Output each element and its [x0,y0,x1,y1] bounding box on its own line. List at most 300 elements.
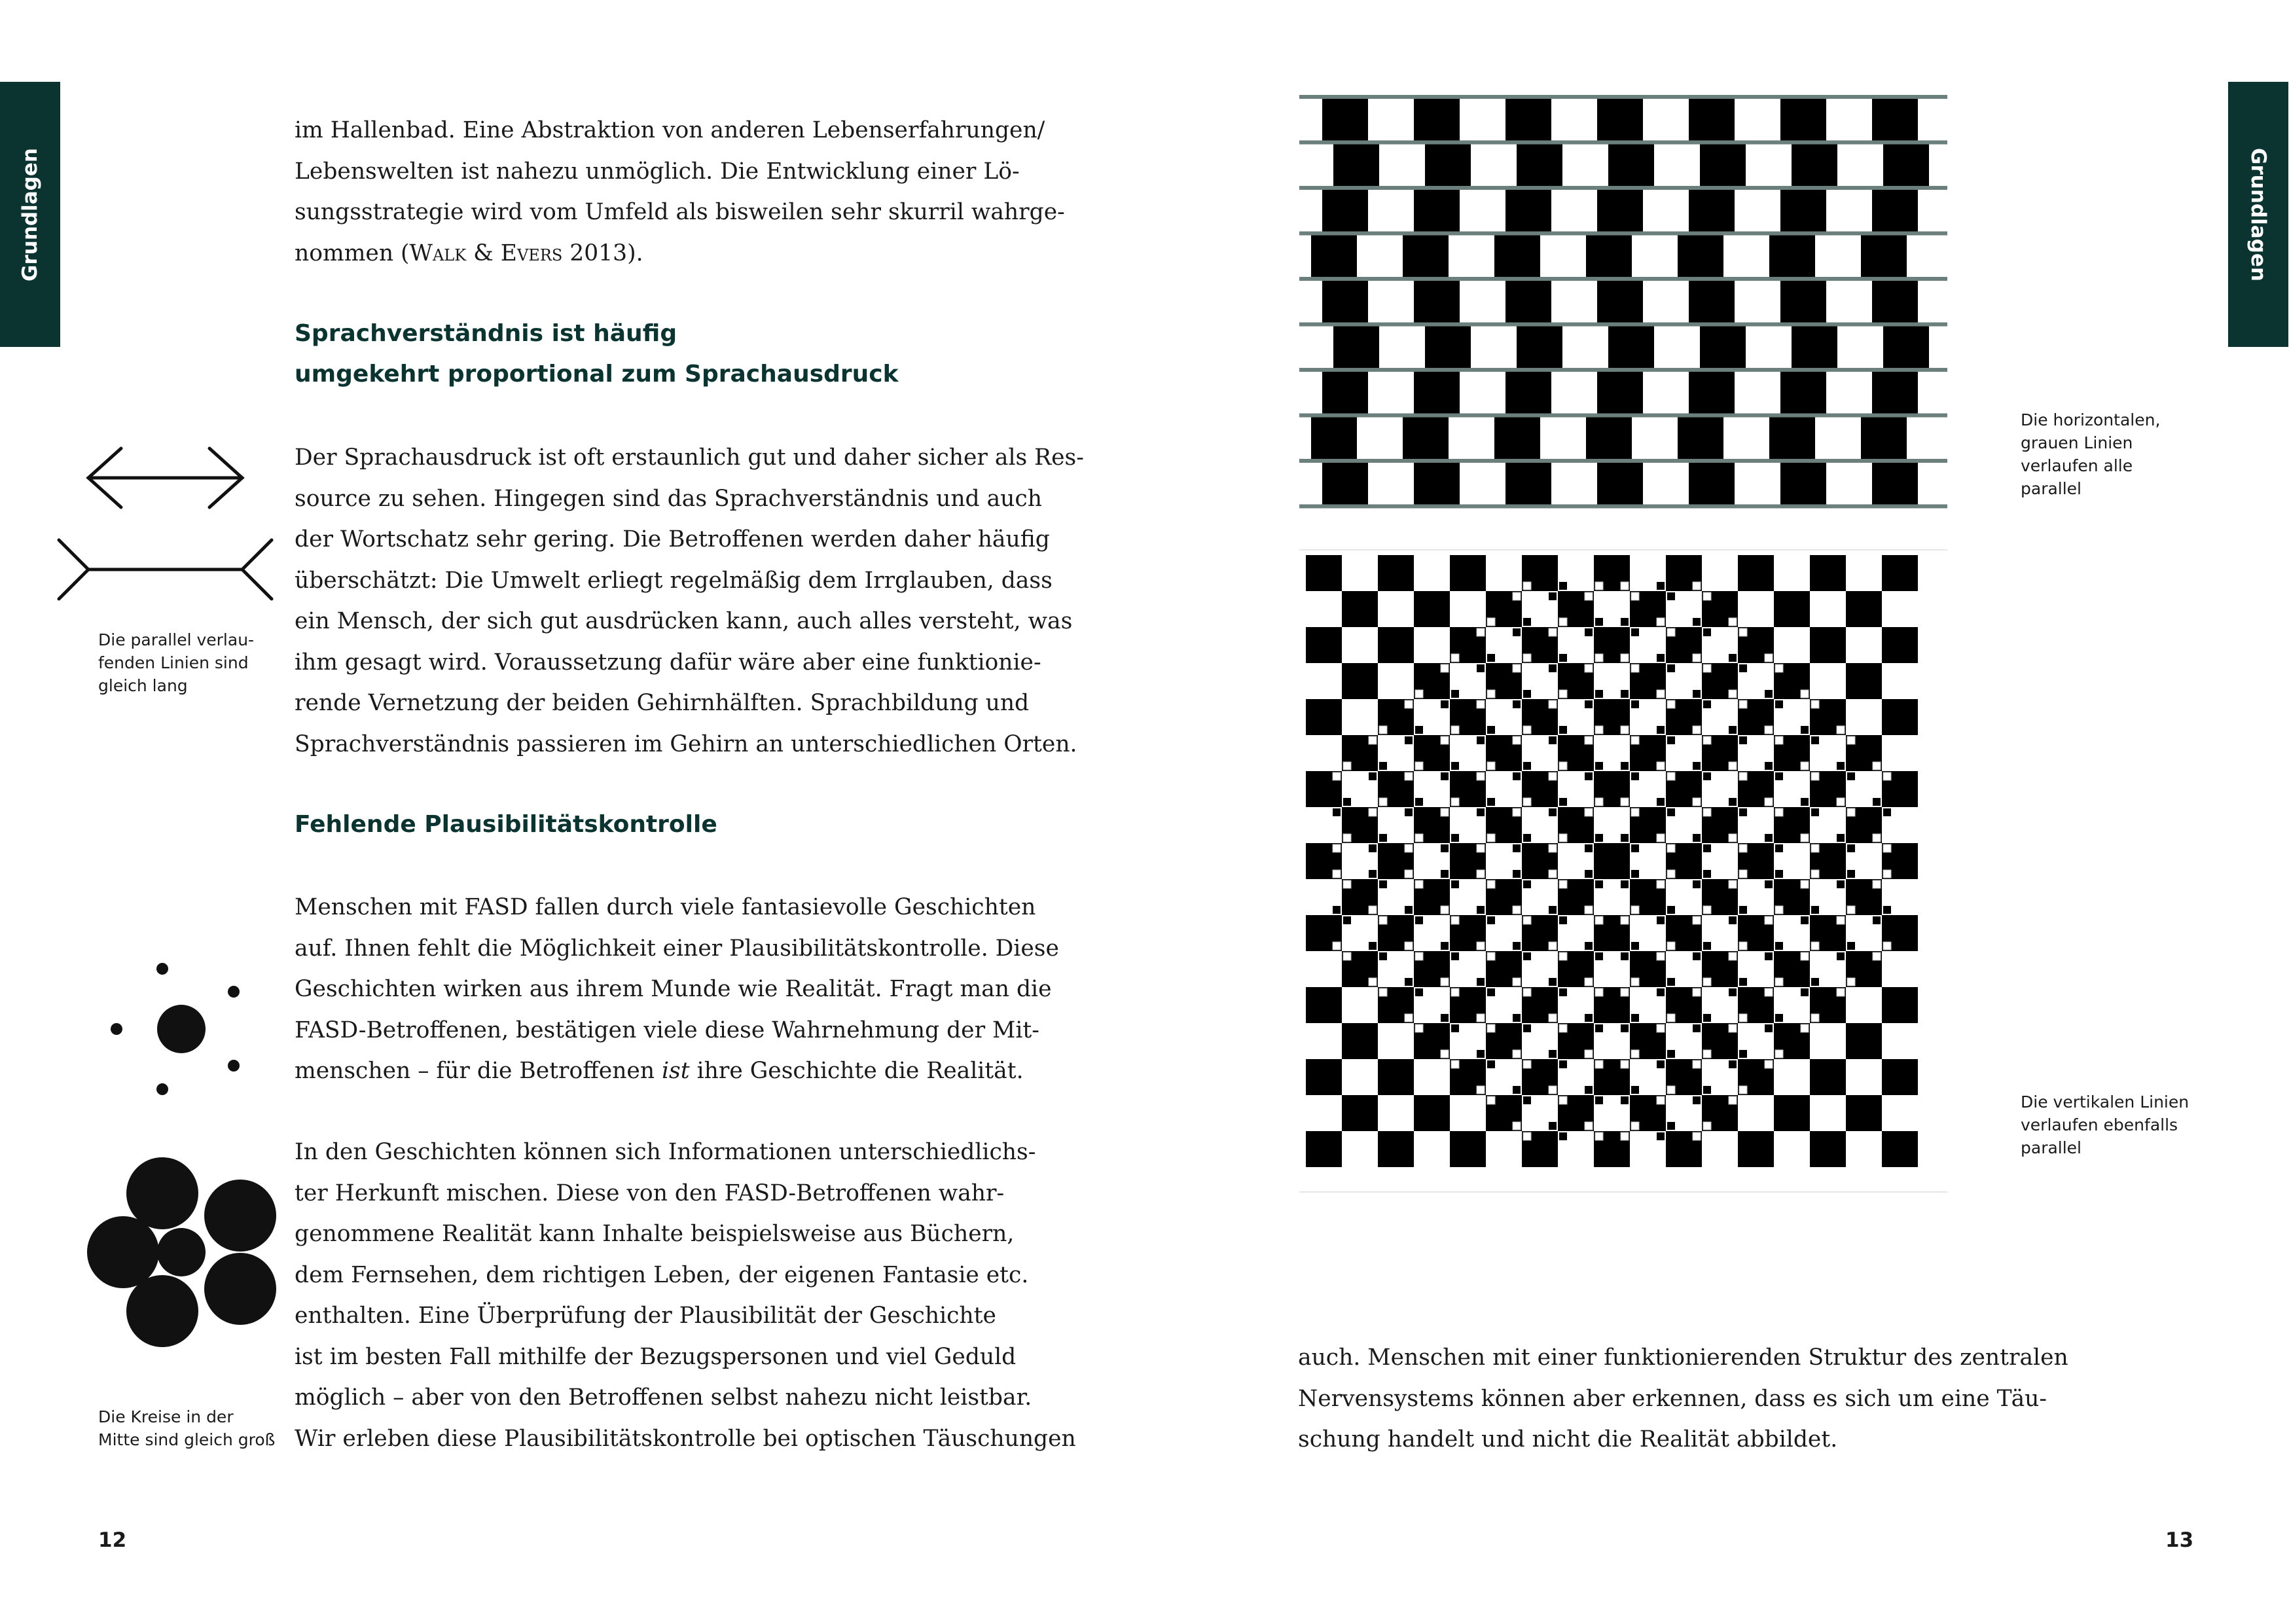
cafe-wall-tile [1597,188,1643,234]
cafe-wall-tile [1322,188,1368,234]
intro-paragraph [295,110,1065,274]
small-square [1513,870,1521,878]
cafe-wall-tile [1689,370,1735,416]
small-square [1595,1024,1603,1032]
small-square [1703,1086,1711,1094]
cafe-wall-tile [1505,279,1551,325]
checker-square [1774,591,1810,627]
small-square [1487,654,1495,662]
small-square [1703,978,1711,986]
small-square [1585,1050,1593,1058]
small-square [1811,808,1819,816]
small-square [1343,834,1351,842]
mortar-line [1299,141,1947,145]
cafe-wall-tile [1414,188,1460,234]
text-line: ist im besten Fall mithilfe der Bezugspersonen und viel Geduld [295,1343,1017,1370]
small-square [1585,736,1593,744]
small-square [1765,798,1773,806]
small-square [1415,690,1423,698]
small-square [1883,808,1891,816]
ebbinghaus-small-surround [105,956,249,1100]
small-square [1441,978,1449,986]
small-square [1811,700,1819,708]
small-square [1621,1060,1629,1068]
small-square [1693,1024,1701,1032]
small-square [1379,916,1387,924]
small-square [1549,736,1557,744]
text-line: ihm gesagt wird. Voraussetzung dafür wäre aber eine funktionie- [295,649,1041,676]
small-square [1513,1050,1521,1058]
small-square [1559,1024,1567,1032]
small-square [1415,726,1423,734]
small-square [1873,834,1881,842]
small-square [1477,1014,1485,1022]
caption-line: parallel [2021,479,2082,498]
caption-line: Die horizontalen, [2021,410,2161,429]
text-line: auch. Menschen mit einer funktionierenden Struktur des zentralen [1298,1344,2068,1371]
small-square [1631,1050,1639,1058]
small-square [1765,834,1773,842]
text-line: sungsstrategie wird vom Umfeld als bisweilen sehr skurril wahrge- [295,199,1065,225]
small-square [1657,1024,1665,1032]
small-square [1667,592,1675,600]
small-square [1765,1024,1773,1032]
section-heading [295,314,899,395]
small-square [1487,618,1495,626]
small-square [1523,654,1531,662]
small-square [1693,916,1701,924]
figure-caption [2021,408,2160,500]
small-square [1631,1122,1639,1130]
small-square [1559,988,1567,996]
citation-prefix: nommen ( [295,240,410,266]
text-line: genommene Realität kann Inhalte beispielsweise aus Büchern, [295,1221,1015,1247]
cafe-wall-tile [1494,234,1540,280]
small-square [1523,762,1531,770]
checker-square [1882,627,1918,663]
cafe-wall-tile [1883,143,1929,189]
text-line: der Wortschatz sehr gering. Die Betroffenen werden daher häufig [295,526,1050,552]
small-square [1667,906,1675,914]
small-square [1585,906,1593,914]
small-square [1801,880,1809,888]
small-square [1883,906,1891,914]
small-square [1405,978,1413,986]
small-square [1631,628,1639,636]
page-number: 13 [2165,1528,2194,1552]
small-square [1585,628,1593,636]
cafe-wall-tile [1586,234,1632,280]
cafe-wall-tile [1505,97,1551,143]
cafe-wall-tile [1403,234,1449,280]
checker-square [1810,1059,1846,1095]
small-square [1513,628,1521,636]
small-square [1549,628,1557,636]
small-square [1559,1060,1567,1068]
small-square [1585,978,1593,986]
small-square [1631,942,1639,950]
bulging-checkerboard-illusion [1299,549,1947,1193]
small-square [1405,808,1413,816]
small-square [1873,762,1881,770]
small-square [1703,844,1711,852]
small-square [1739,1014,1747,1022]
small-square [1441,736,1449,744]
small-square [1775,700,1783,708]
small-square [1811,736,1819,744]
small-square [1513,700,1521,708]
small-square [1801,1024,1809,1032]
small-square [1559,952,1567,960]
small-square [1657,618,1665,626]
small-square [1693,1132,1701,1140]
cafe-wall-tile [1780,461,1826,507]
cafe-wall-tile [1769,416,1815,461]
small-square [1513,1086,1521,1094]
citation-authors: Walk & Evers [409,240,563,266]
small-square [1343,952,1351,960]
small-square [1621,834,1629,842]
cafe-wall-tile [1517,325,1562,370]
small-square [1559,916,1567,924]
small-square [1765,916,1773,924]
small-square [1549,664,1557,672]
small-square [1523,834,1531,842]
checker-square [1810,555,1846,591]
small-square [1523,1132,1531,1140]
small-square [1847,772,1855,780]
small-square [1333,906,1341,914]
small-square [1441,870,1449,878]
small-square [1693,762,1701,770]
small-square [1477,808,1485,816]
page-number: 12 [98,1528,127,1552]
small-square [1729,916,1737,924]
checker-square [1846,1023,1882,1059]
checker-square [1450,555,1486,591]
small-square [1441,1014,1449,1022]
small-square [1775,906,1783,914]
small-square [1451,916,1459,924]
small-square [1379,834,1387,842]
small-square [1667,628,1675,636]
small-square [1487,690,1495,698]
small-square [1451,726,1459,734]
small-square [1703,1122,1711,1130]
small-square [1811,942,1819,950]
text-line: im Hallenbad. Eine Abstraktion von anderen Lebenserfahrungen/ [295,117,1045,143]
side-tab-label: Grundlagen [18,147,42,281]
text-line: FASD-Betroffenen, bestätigen viele diese Wahrnehmung der Mit- [295,1017,1039,1043]
small-square [1729,952,1737,960]
small-square [1775,736,1783,744]
checker-square [1414,591,1450,627]
small-square [1549,772,1557,780]
small-square [1405,1014,1413,1022]
cafe-wall-tile [1780,370,1826,416]
small-square [1847,942,1855,950]
small-square [1873,916,1881,924]
cafe-wall-tile [1769,234,1815,280]
small-square [1765,762,1773,770]
small-square [1451,690,1459,698]
figure-caption [98,1405,275,1451]
checker-square [1342,1023,1378,1059]
text-line: enthalten. Eine Überprüfung der Plausibilität der Geschichte [295,1303,996,1329]
mueller-lyer-illusion [56,445,278,609]
cafe-wall-tile [1608,143,1654,189]
small-square [1775,772,1783,780]
small-square [1765,988,1773,996]
small-square [1595,762,1603,770]
small-square [1631,664,1639,672]
small-square [1595,952,1603,960]
small-square [1729,690,1737,698]
cafe-wall-tile [1505,370,1551,416]
citation-suffix: 2013). [562,240,643,266]
small-square [1621,582,1629,590]
small-square [1657,654,1665,662]
small-square [1693,582,1701,590]
small-square [1369,772,1377,780]
small-square [1333,772,1341,780]
cafe-wall-tile [1689,279,1735,325]
small-square [1559,726,1567,734]
caption-line: fenden Linien sind [98,653,249,672]
small-square [1657,762,1665,770]
small-square [1415,1024,1423,1032]
ebbinghaus-large-surround [79,1155,275,1352]
small-square [1739,700,1747,708]
checker-square [1306,555,1342,591]
small-square [1693,988,1701,996]
small-square [1667,870,1675,878]
cafe-wall-tile [1322,370,1368,416]
small-square [1631,870,1639,878]
small-square [1693,654,1701,662]
small-square [1729,618,1737,626]
small-square [1729,762,1737,770]
text-line: Nervensystems können aber erkennen, dass es sich um eine Täu- [1298,1385,2047,1412]
small-square [1667,1014,1675,1022]
small-square [1729,880,1737,888]
cafe-wall-tile [1403,416,1449,461]
small-square [1333,844,1341,852]
small-square [1487,880,1495,888]
cafe-wall-tile [1792,325,1837,370]
small-square [1703,736,1711,744]
small-square [1441,664,1449,672]
cafe-wall-tile [1414,97,1460,143]
section-heading: Fehlende Plausibilitätskontrolle [295,811,717,838]
small-square [1775,1050,1783,1058]
small-square [1415,762,1423,770]
small-square [1415,988,1423,996]
mortar-line [1299,414,1947,418]
small-square [1379,726,1387,734]
small-square [1621,1132,1629,1140]
small-square [1621,762,1629,770]
cafe-wall-tile [1780,97,1826,143]
small-square [1333,808,1341,816]
cafe-wall-tile [1425,143,1471,189]
small-square [1631,808,1639,816]
small-square [1379,988,1387,996]
small-square [1693,618,1701,626]
small-square [1405,700,1413,708]
small-square [1487,762,1495,770]
small-square [1487,1024,1495,1032]
small-square [1739,1086,1747,1094]
small-square [1631,736,1639,744]
small-square [1667,664,1675,672]
small-square [1729,1024,1737,1032]
small-square [1693,726,1701,734]
small-square [1523,1060,1531,1068]
small-square [1847,870,1855,878]
mortar-line [1299,323,1947,327]
small-square [1513,1014,1521,1022]
small-square [1621,952,1629,960]
small-square [1621,1024,1629,1032]
small-square [1477,772,1485,780]
checker-square [1882,1059,1918,1095]
small-square [1379,798,1387,806]
caption-line: verlaufen alle [2021,456,2133,475]
small-square [1883,870,1891,878]
small-square [1595,798,1603,806]
figure-caption [98,628,254,697]
small-square [1415,952,1423,960]
small-square [1621,988,1629,996]
small-square [1585,1014,1593,1022]
checker-square [1810,627,1846,663]
cafe-wall-tile [1700,143,1746,189]
small-square [1477,978,1485,986]
checker-square [1378,627,1414,663]
small-square [1559,834,1567,842]
small-square [1775,942,1783,950]
small-square [1451,798,1459,806]
small-square [1451,834,1459,842]
small-square [1801,834,1809,842]
small-square [1487,1096,1495,1104]
small-square [1631,906,1639,914]
small-square [1343,880,1351,888]
small-square [1369,942,1377,950]
checker-square [1306,699,1342,735]
cafe-wall-tile [1689,97,1735,143]
small-square [1523,1024,1531,1032]
caption-line: Mitte sind gleich groß [98,1430,276,1449]
small-square [1801,916,1809,924]
small-square [1595,1132,1603,1140]
small-square [1477,906,1485,914]
small-square [1621,1096,1629,1104]
cafe-wall-tile [1322,461,1368,507]
small-square [1667,700,1675,708]
text-line: Lebenswelten ist nahezu unmöglich. Die Entwicklung einer Lö- [295,158,1020,185]
cafe-wall-illusion [1299,97,1947,506]
small-square [1667,736,1675,744]
small-square [1811,906,1819,914]
small-square [1513,664,1521,672]
text-line [295,1051,1024,1092]
body-paragraph [295,1132,1076,1459]
small-square [1811,870,1819,878]
small-square [1487,988,1495,996]
small-square [1765,690,1773,698]
small-square [1559,654,1567,662]
text-line: Menschen mit FASD fallen durch viele fantasievolle Geschichten [295,894,1036,920]
side-tab-left [0,82,60,347]
small-square [1477,664,1485,672]
small-square [1523,952,1531,960]
small-square [1441,942,1449,950]
cafe-wall-tile [1494,416,1540,461]
small-square [1847,978,1855,986]
small-square [1811,772,1819,780]
cafe-wall-tile [1872,188,1918,234]
small-square [1549,592,1557,600]
small-square [1837,988,1845,996]
checker-square [1882,987,1918,1023]
caption-line: Die Kreise in der [98,1407,234,1426]
small-square [1477,1050,1485,1058]
text-line: auf. Ihnen fehlt die Möglichkeit einer Plausibilitätskontrolle. Diese [295,935,1059,962]
small-square [1549,1086,1557,1094]
small-square [1477,628,1485,636]
text-line: ter Herkunft mischen. Diese von den FASD-Betroffenen wahr- [295,1180,1005,1206]
small-square [1631,700,1639,708]
small-square [1523,690,1531,698]
small-square [1405,906,1413,914]
small-square [1621,690,1629,698]
small-square [1595,916,1603,924]
text-line: dem Fernsehen, dem richtigen Leben, der eigenen Fantasie etc. [295,1261,1029,1288]
small-square [1837,798,1845,806]
small-square [1585,942,1593,950]
cafe-wall-tile [1883,325,1929,370]
small-square [1775,1014,1783,1022]
small-square [1847,906,1855,914]
small-square [1585,870,1593,878]
small-square [1621,654,1629,662]
cafe-wall-tile [1872,370,1918,416]
small-square [1513,978,1521,986]
checker-square [1342,663,1378,699]
small-square [1657,798,1665,806]
small-square [1765,952,1773,960]
cafe-wall-tile [1597,279,1643,325]
small-square [1333,870,1341,878]
small-square [1549,978,1557,986]
small-square [1847,736,1855,744]
small-square [1703,592,1711,600]
small-square [1729,1060,1737,1068]
small-square [1657,726,1665,734]
small-square [1477,1086,1485,1094]
small-square [1369,906,1377,914]
small-square [1631,978,1639,986]
small-square [1693,690,1701,698]
small-square [1487,916,1495,924]
body-paragraph [1298,1337,2068,1460]
small-square [1765,1060,1773,1068]
small-square [1657,880,1665,888]
small-square [1595,834,1603,842]
small-square [1801,798,1809,806]
